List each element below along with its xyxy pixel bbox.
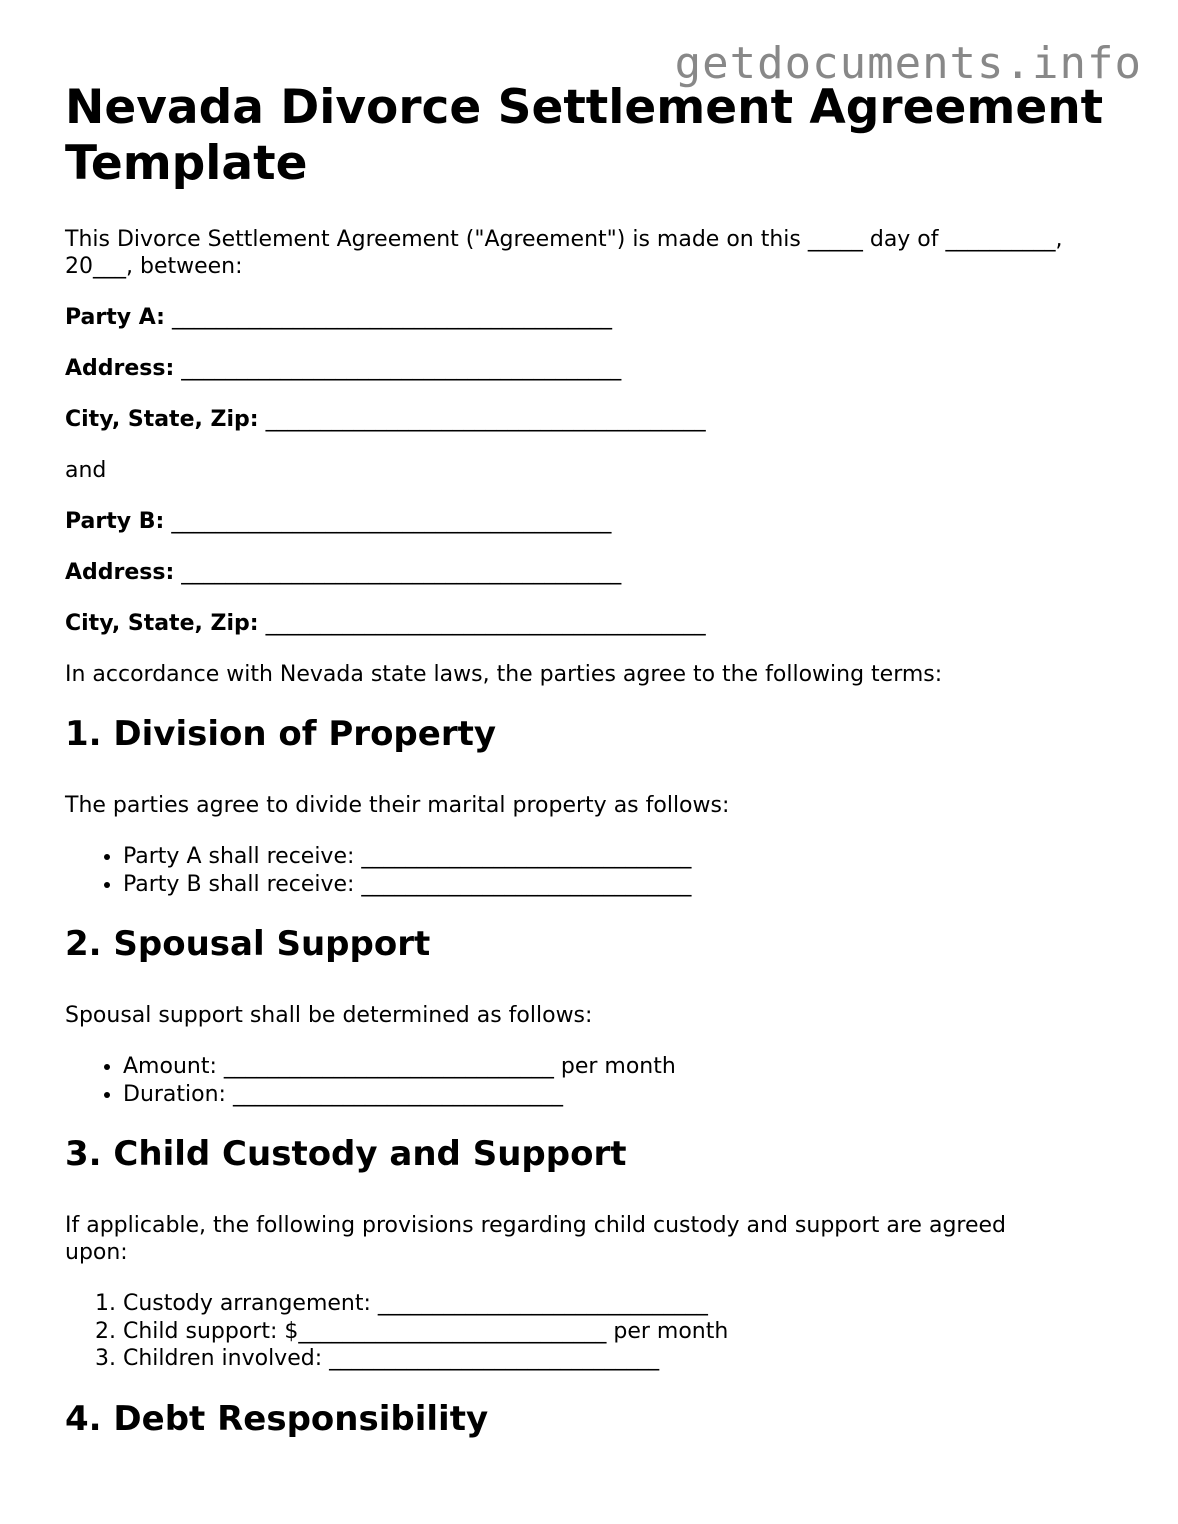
party-a-name-label: Party A: (65, 305, 165, 330)
list-item: • Party B shall receive: ______________________________ (123, 871, 1125, 899)
section-intro-spousal-support: Spousal support shall be determined as follows: (65, 1003, 593, 1028)
party-a-address-blank: ________________________________________ (181, 356, 622, 381)
party-b-address-label: Address: (65, 560, 175, 585)
section-intro-property: The parties agree to divide their marital property as follows: (65, 793, 730, 818)
section-heading-spousal-support: 2. Spousal Support (65, 924, 431, 964)
party-a-name-field (65, 304, 1125, 331)
list-item: • Amount: ______________________________ per month (123, 1053, 1125, 1081)
child-custody-list (65, 1290, 1125, 1373)
party-b-name-blank: ________________________________________ (171, 509, 612, 534)
and-text: and (65, 458, 107, 483)
list-item: 2. Child support: $____________________________ per month (123, 1318, 1125, 1346)
party-a-city-label: City, State, Zip: (65, 407, 259, 432)
list-item: 1. Custody arrangement: ______________________________ (123, 1290, 1125, 1318)
section-heading-property: 1. Division of Property (65, 714, 497, 754)
party-a-city-field (65, 406, 1125, 433)
list-item: • Duration: ______________________________ (123, 1081, 1125, 1109)
party-a-name-blank: ________________________________________ (171, 305, 612, 330)
section-heading-child-custody: 3. Child Custody and Support (65, 1134, 627, 1174)
party-b-name-label: Party B: (65, 509, 165, 534)
spousal-support-list (65, 1053, 1125, 1108)
section-intro-child-custody: If applicable, the following provisions regarding child custody and support are agreed upon: (65, 1213, 1007, 1265)
section-heading-debt: 4. Debt Responsibility (65, 1398, 489, 1439)
terms-intro: In accordance with Nevada state laws, the parties agree to the following terms: (65, 662, 943, 687)
list-item: 3. Children involved: ______________________________ (123, 1345, 1125, 1373)
party-a-address-field (65, 355, 1125, 382)
property-list (65, 843, 1125, 898)
party-b-city-field (65, 610, 1125, 637)
party-a-address-label: Address: (65, 356, 175, 381)
document-content (65, 80, 1125, 1439)
party-b-name-field (65, 508, 1125, 535)
party-b-city-blank: ________________________________________ (265, 611, 706, 636)
list-item: • Party A shall receive: ______________________________ (123, 843, 1125, 871)
watermark: getdocuments.info (674, 38, 1142, 89)
party-a-city-blank: ________________________________________ (265, 407, 706, 432)
party-b-city-label: City, State, Zip: (65, 611, 259, 636)
party-b-address-blank: ________________________________________ (181, 560, 622, 585)
party-b-address-field (65, 559, 1125, 586)
intro-paragraph: This Divorce Settlement Agreement ("Agreement") is made on this _____ day of __________, 20___, between: (65, 227, 1063, 279)
document-title: Nevada Divorce Settlement Agreement Template (65, 80, 1104, 191)
